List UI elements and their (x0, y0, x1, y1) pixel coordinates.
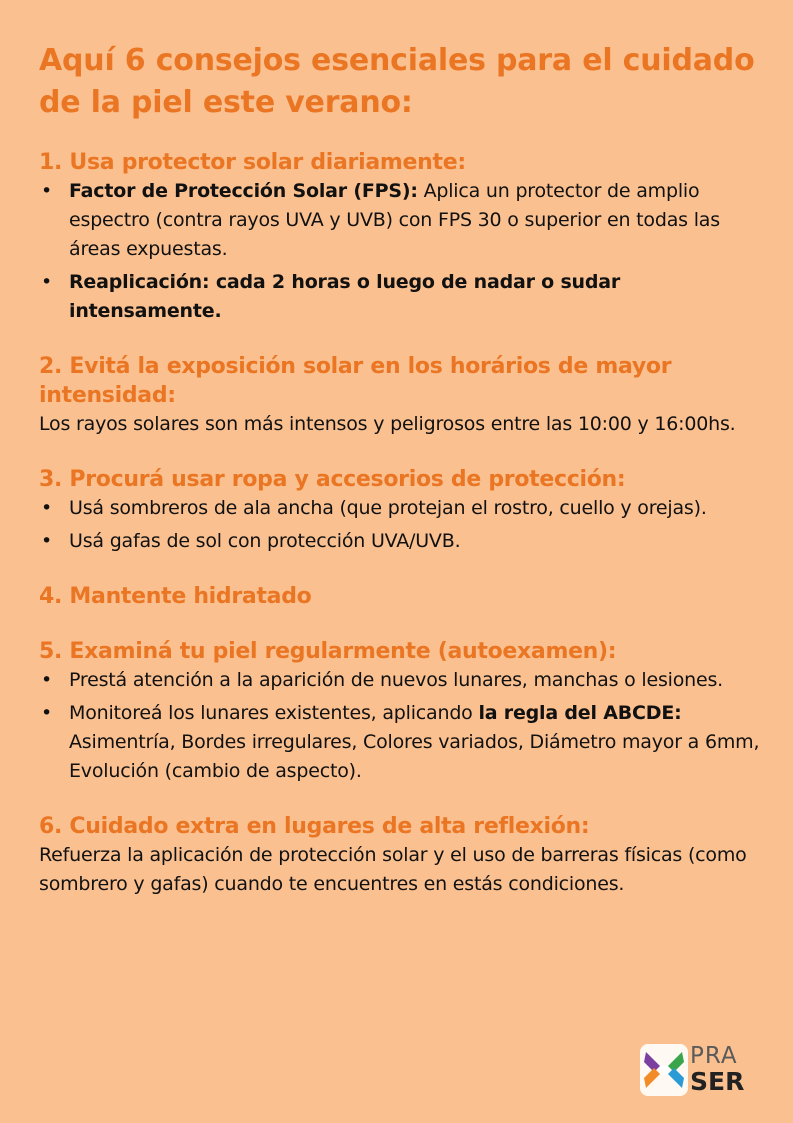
list-item: • Usá gafas de sol con protección UVA/UVB. (39, 527, 774, 556)
section-avoid-sun (39, 352, 774, 439)
section-heading: 1. Usa protector solar diariamente: (39, 150, 466, 175)
body-text: Refuerza la aplicación de protección solar y el uso de barreras físicas (como sombrero y gafas) cuando te encuentres en estás condiciones. (39, 844, 747, 895)
list-item: • Prestá atención a la aparición de nuevos lunares, manchas o lesiones. (39, 666, 774, 695)
section-heading: 5. Examiná tu piel regularmente (autoexamen): (39, 639, 617, 664)
section-self-exam (39, 637, 774, 786)
list-item: • Usá sombreros de ala ancha (que protejan el rostro, cuello y orejas). (39, 494, 774, 523)
list-item (39, 699, 774, 786)
body-text: Los rayos solares son más intensos y peligrosos entre las 10:00 y 16:00hs. (39, 413, 736, 435)
logo-mark-icon (638, 1042, 690, 1098)
body-text: Monitoreá los lunares existentes, aplicando (69, 702, 479, 724)
section-sunscreen (39, 148, 774, 326)
prase-logo (638, 1040, 758, 1100)
logo-text-bottom: SER (690, 1067, 745, 1096)
bullet-list (39, 494, 774, 556)
bold-text: Reaplicación: cada 2 horas o luego de nadar o sudar intensamente. (69, 271, 621, 322)
bullet-list (39, 666, 774, 786)
page-title: Aquí 6 consejos esenciales para el cuidado de la piel este verano: (39, 43, 755, 120)
section-heading: 6. Cuidado extra en lugares de alta reflexión: (39, 814, 590, 839)
bullet-list (39, 177, 774, 326)
section-reflection (39, 812, 774, 899)
section-heading: 2. Evitá la exposición solar en los horários de mayor intensidad: (39, 354, 672, 408)
document-page (39, 40, 774, 899)
section-heading: 3. Procurá usar ropa y accesorios de protección: (39, 467, 626, 492)
body-text: Asimentría, Bordes irregulares, Colores variados, Diámetro mayor a 6mm, Evolución (cambio de aspecto). (69, 731, 760, 782)
bold-text: la regla del ABCDE: (478, 702, 682, 724)
logo-text-top: PRA (690, 1043, 738, 1069)
section-clothing (39, 465, 774, 556)
bold-text: Factor de Protección Solar (FPS): (69, 180, 418, 202)
list-item (39, 268, 774, 326)
section-heading: 4. Mantente hidratado (39, 584, 312, 609)
body-text: Aplica un protector de amplio espectro (contra rayos UVA y UVB) con FPS 30 o superior en todas las áreas expuestas. (69, 180, 720, 260)
list-item (39, 177, 774, 264)
section-hydration (39, 582, 774, 611)
